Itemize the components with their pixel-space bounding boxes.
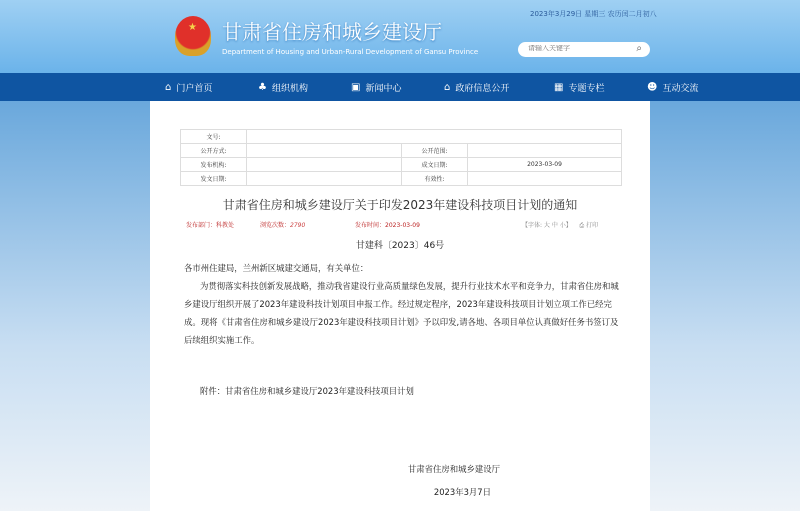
government-icon: ⌂ [444, 81, 451, 93]
user-icon: ☻ [647, 81, 658, 93]
article-body: 各市州住建局，兰州新区城建交通局，有关单位： 为贯彻落实科技创新发展战略，推动我省建设行业高质量绿色发展，提升行业技术水平和竞争力，甘肃省住房和城乡建设厅组织开展了2023年建设科技计划项目申报工作。经过规定程序，2023年建设科技项目计划立项工作已经完成。现将《甘肃省住房和城乡建设厅2023年建设科技项目计划》予以印发,请各地、各项目单位认真做好任务书签订及后续组织实施工作。 [184, 263, 619, 345]
current-date: 2023年3月29日 星期三 农历闰二月初八 [530, 10, 657, 18]
site-subtitle: Department of Housing and Urban-Rural Development of Gansu Province [222, 48, 479, 56]
nav-home[interactable]: ⌂ 门户首页 [165, 81, 213, 94]
background-left [0, 101, 150, 511]
meta-dept: 发布部门：科教处 [186, 222, 235, 229]
meta-time: 发布时间：2023-03-09 [355, 222, 420, 229]
print-icon[interactable]: ⎙ [579, 222, 585, 229]
info-table: 文号: 公开方式: 公开范围: 发布机构: 成文日期: 2023-03-09 发文日期: 有效性: [180, 129, 622, 186]
signature-date: 2023年3月7日 [433, 487, 491, 497]
nav-organization[interactable]: ♣ 组织机构 [258, 81, 308, 94]
attachment-link[interactable]: 附件：甘肃省住房和城乡建设厅2023年建设科技项目计划 [200, 386, 414, 396]
signature: 甘肃省住房和城乡建设厅 [407, 464, 500, 474]
search-icon[interactable]: ⌕ [636, 43, 642, 54]
org-chart-icon: ♣ [258, 81, 267, 93]
article-content [150, 101, 650, 511]
search-box [518, 42, 650, 57]
nav-news[interactable]: ▣ 新闻中心 [351, 81, 402, 94]
font-size-selector[interactable]: 【字体: 大 中 小】 [522, 222, 572, 229]
national-emblem-logo: ★ [175, 16, 211, 56]
article-title: 甘肃省住房和城乡建设厅关于印发2023年建设科技项目计划的通知 [222, 198, 578, 212]
nav-gov-info[interactable]: ⌂ 政府信息公开 [444, 81, 510, 94]
print-button[interactable]: 打印 [586, 222, 599, 229]
home-icon: ⌂ [165, 81, 172, 93]
nav-interaction[interactable]: ☻ 互动交流 [647, 81, 699, 94]
meta-views: 浏览次数：2790 [260, 222, 306, 229]
site-header [0, 0, 800, 73]
search-input[interactable] [528, 45, 628, 52]
background-right [650, 101, 800, 511]
nav-topics[interactable]: ▦ 专题专栏 [554, 81, 605, 94]
news-icon: ▣ [351, 81, 361, 93]
site-title: 甘肃省住房和城乡建设厅 [222, 20, 442, 44]
grid-icon: ▦ [554, 81, 564, 93]
article-tools [522, 222, 598, 230]
document-number: 甘建科〔2023〕46号 [355, 241, 445, 251]
main-nav [0, 73, 800, 101]
